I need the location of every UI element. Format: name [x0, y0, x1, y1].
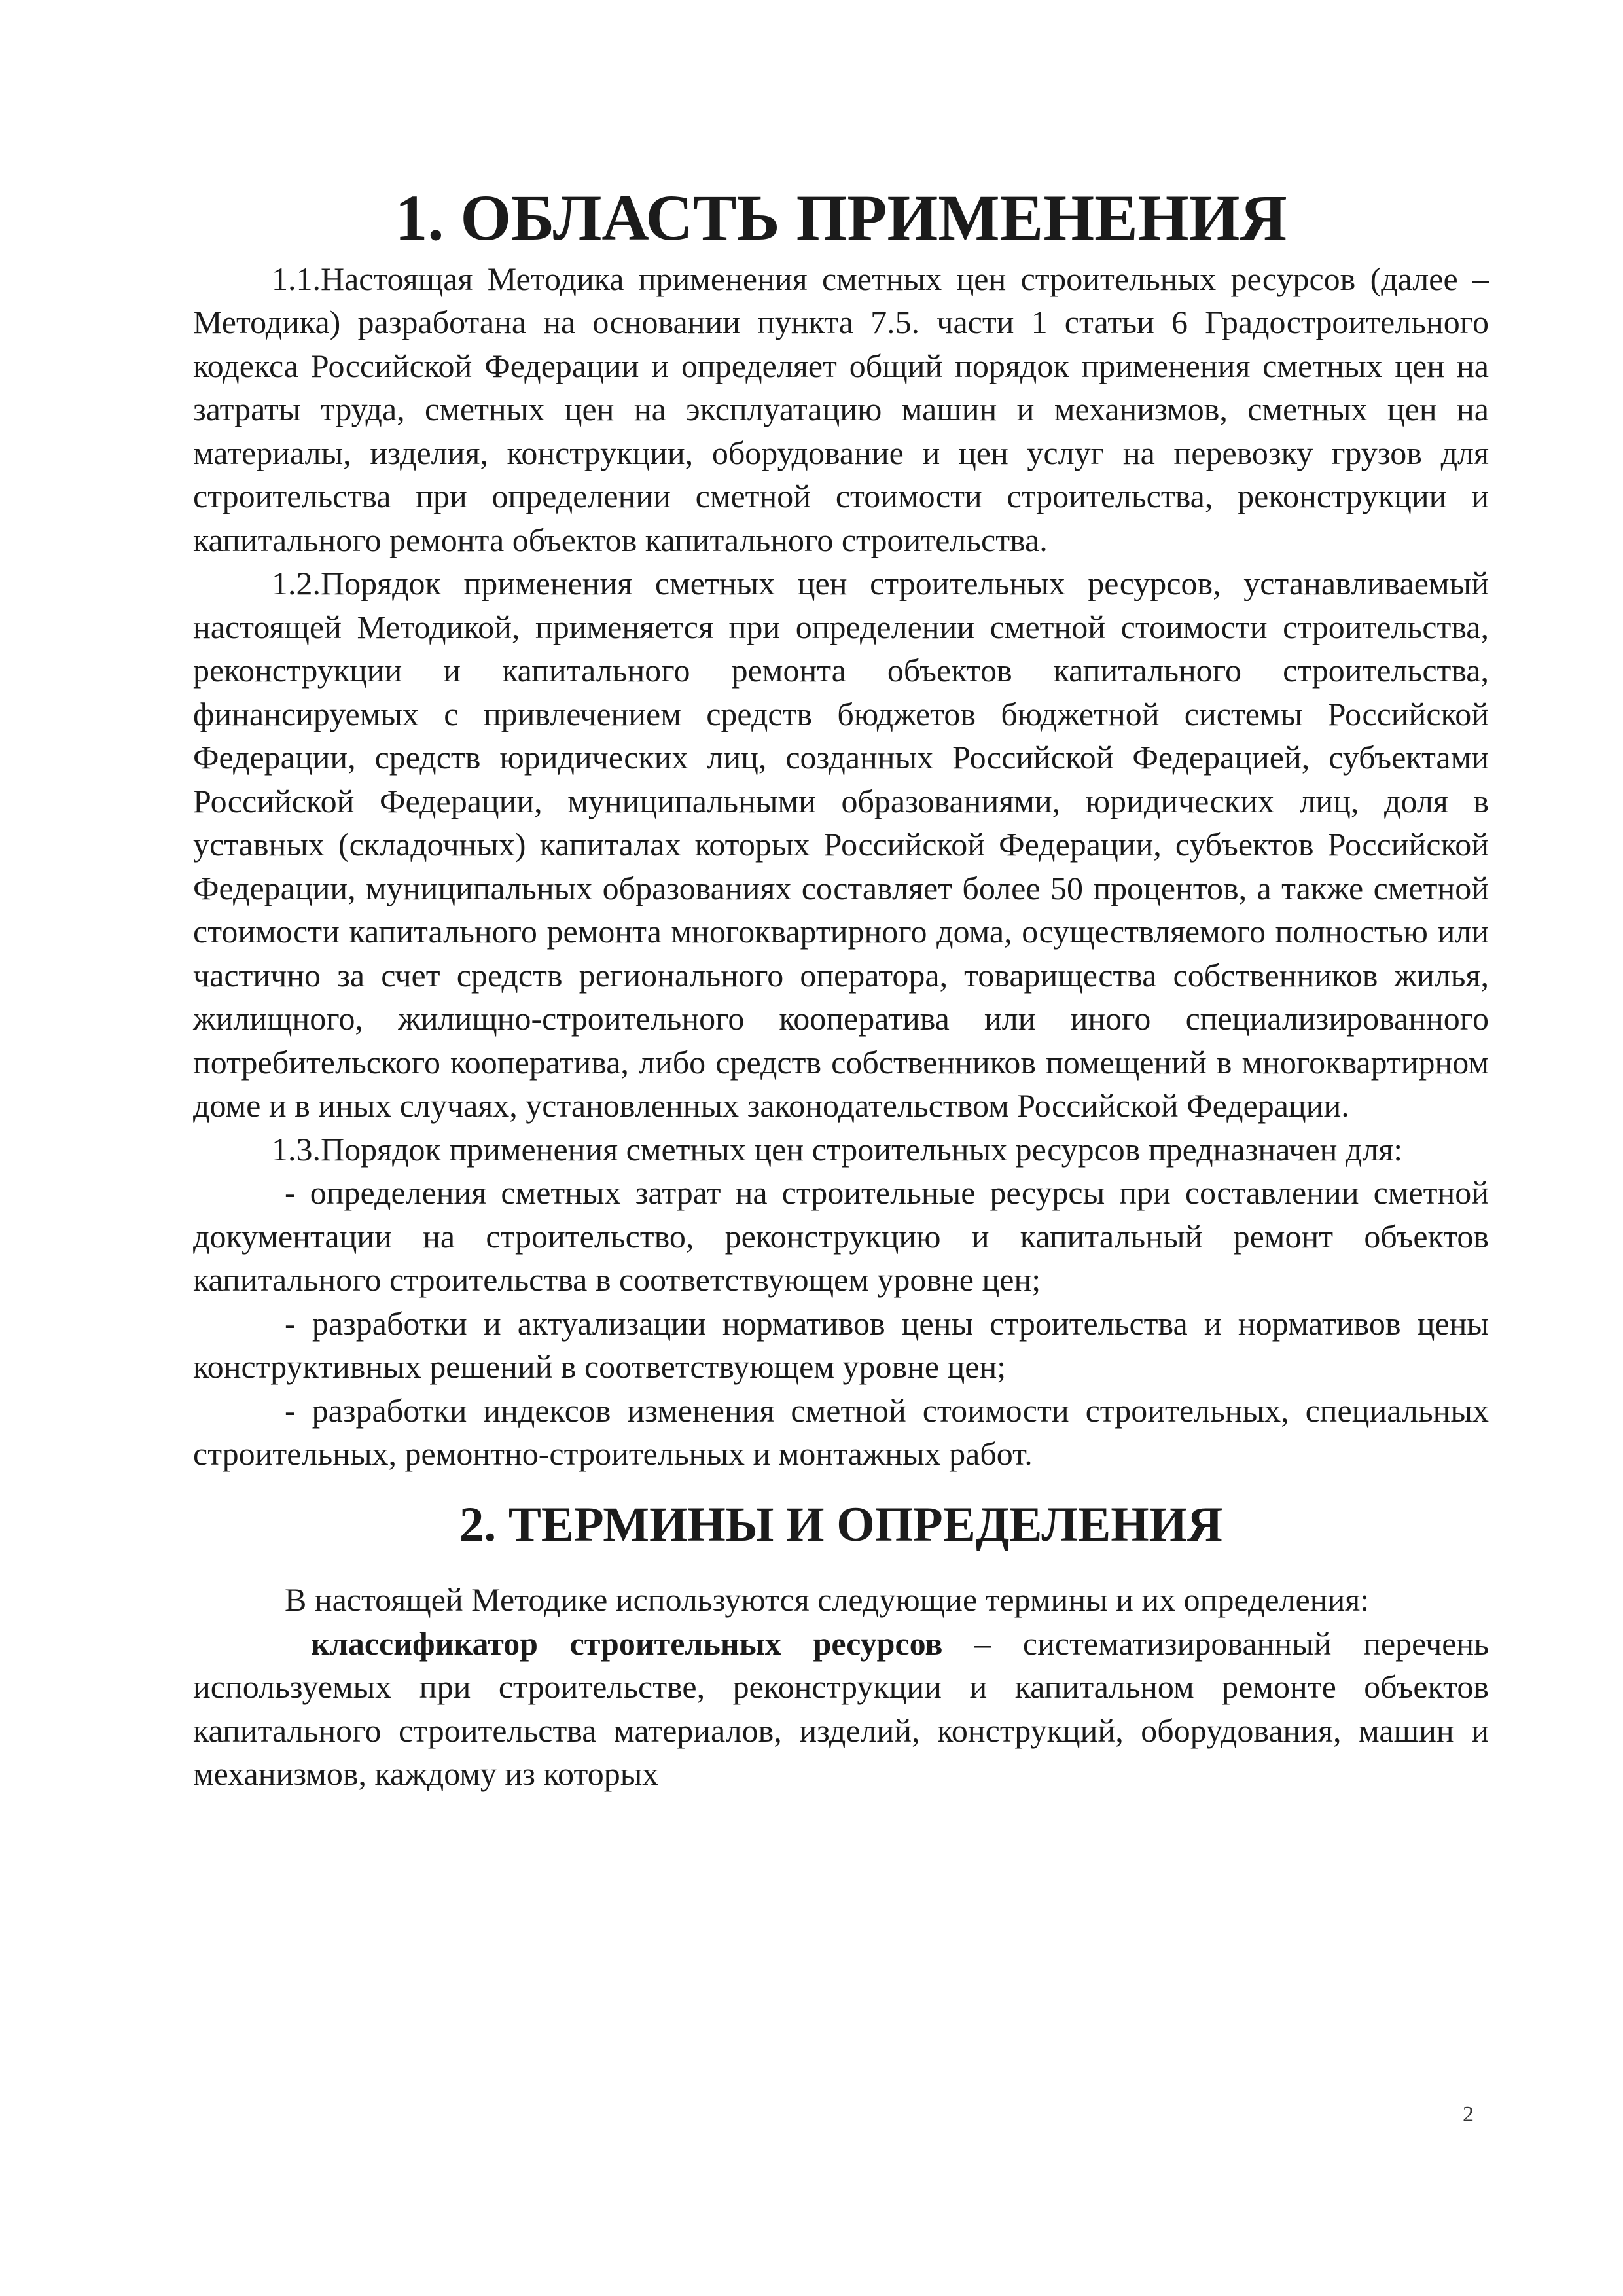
paragraph-1-3: 1.3.Порядок применения сметных цен строительных ресурсов предназначен для:: [272, 1130, 1403, 1168]
term-definition-text: – систематизированный перечень используемых при строительстве, реконструкции и капитальном ремонте объектов капитального строительства материалов, изделий, конструкций, оборудования, машин и механизмов, каждому из которых: [193, 1624, 1489, 1792]
paragraph-1-1: 1.1.Настоящая Методика применения сметных цен строительных ресурсов (далее – Методика) разработана на основании пункта 7.5. части 1 статьи 6 Градостроительного кодекса Российской Федерации и определяет общий порядок применения сметных цен на затраты труда, сметных цен на эксплуатацию машин и механизмов, сметных цен на материалы, изделия, конструкции, оборудование и цен услуг на перевозку грузов для строительства при определении сметной стоимости строительства, реконструкции и капитального ремонта объектов капитального строительства.: [193, 260, 1489, 558]
terms-intro: В настоящей Методике используются следующие термины и их определения:: [285, 1581, 1370, 1618]
page-content: [193, 181, 1489, 1796]
term-definition: [193, 1622, 1489, 1796]
section-2-title: 2. ТЕРМИНЫ И ОПРЕДЕЛЕНИЯ: [459, 1497, 1223, 1552]
list-item-price-standards: - разработки и актуализации нормативов цены строительства и нормативов цены конструктивных решений в соответствующем уровне цен;: [193, 1304, 1489, 1385]
term-name: классификатор строительных ресурсов: [311, 1624, 943, 1662]
list-item-estimate-costs: - определения сметных затрат на строительные ресурсы при составлении сметной документации на строительство, реконструкцию и капитальный ремонт объектов капитального строительства в соответствующем уровне цен;: [193, 1174, 1489, 1298]
page-number: 2: [1463, 2102, 1474, 2126]
list-item-cost-indices: - разработки индексов изменения сметной стоимости строительных, специальных строительных, ремонтно-строительных и монтажных работ.: [193, 1391, 1489, 1472]
paragraph-1-2: 1.2.Порядок применения сметных цен строительных ресурсов, устанавливаемый настоящей Методикой, применяется при определении сметной стоимости строительства, реконструкции и капитального ремонта объектов капитального строительства, финансируемых с привлечением средств бюджетов бюджетной системы Российской Федерации, средств юридических лиц, созданных Российской Федерацией, субъектами Российской Федерации, муниципальными образованиями, юридических лиц, доля в уставных (складочных) капиталах которых Российской Федерации, субъектов Российской Федерации, муниципальных образованиях составляет более 50 процентов, а также сметной стоимости капитального ремонта многоквартирного дома, осуществляемого полностью или частично за счет средств регионального оператора, товарищества собственников жилья, жилищного, жилищно-строительного кооператива или иного специализированного потребительского кооператива, либо средств собственников помещений в многоквартирном доме и в иных случаях, установленных законодательством Российской Федерации.: [193, 565, 1489, 1124]
section-1-title: 1. ОБЛАСТЬ ПРИМЕНЕНИЯ: [395, 181, 1287, 254]
